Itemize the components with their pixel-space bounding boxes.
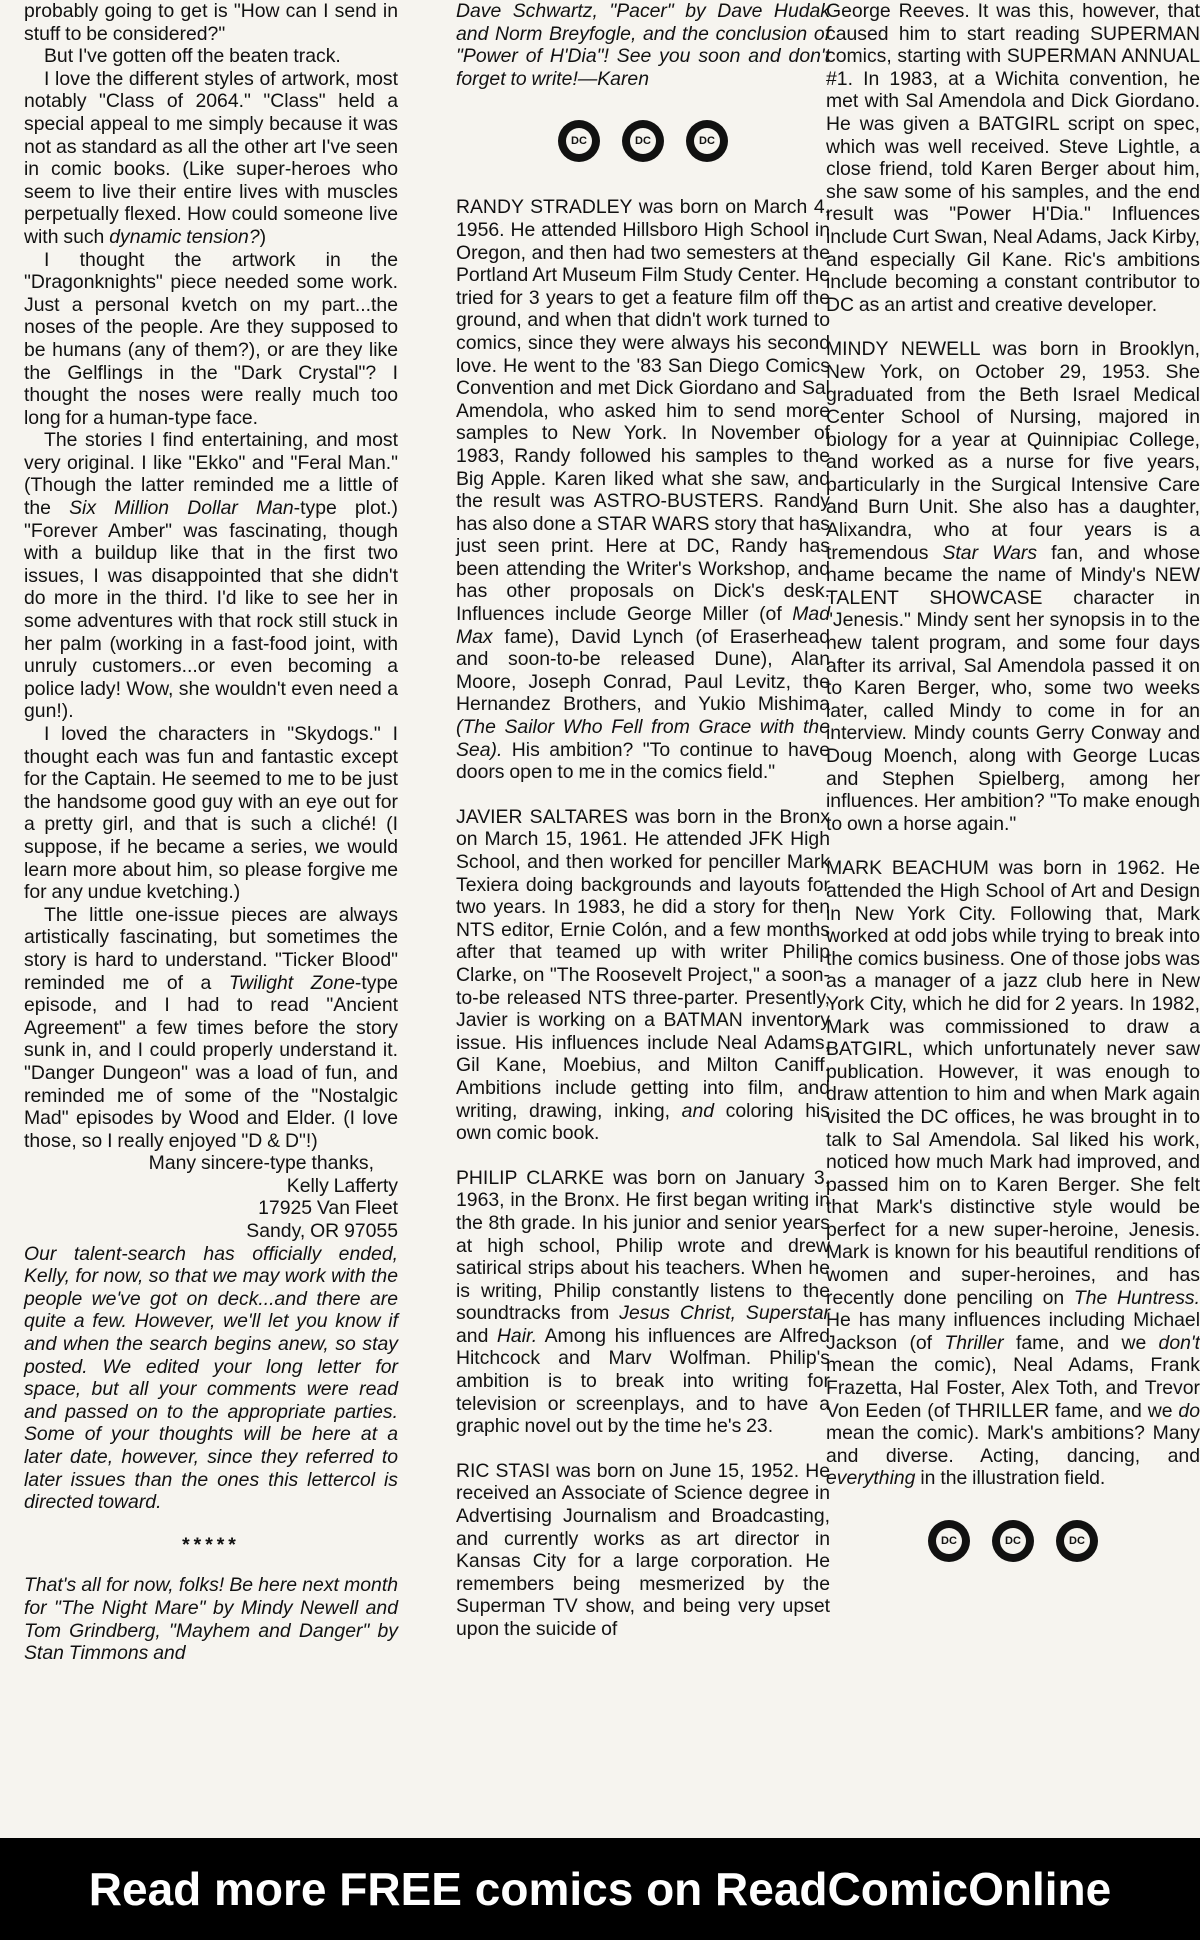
signature-name: Kelly Lafferty <box>286 1174 398 1197</box>
signature-address: 17925 Van Fleet <box>258 1197 398 1220</box>
bio-mark-beachum: MARK BEACHUM was born in 1962. He attended the High School of Art and Design in New York City. Following that, Mark worked at odd jobs while trying to break into the comics business. One of those jobs was as a manager of a jazz club here in New York City, which he did for 2 years. In 1982, Mark was commissioned to draw a BATGIRL, which unfortunately never saw publication. However, it was enough to draw attention to him and when Mark again visited the DC offices, he was brought in to talk to Sal Amendola. Sal liked his work, noticed how much Mark had improved, and passed him on to Karen Berger. She felt that Mark's distinctive style would be perfect for a new super-heroine, Jenesis. Mark is known for his beautiful renditions of women and super-heroines, and has recently done penciling on The Huntress. He has many influences including Michael Jackson (of Thriller fame, and we don't mean the comic), Neal Adams, Frank Frazetta, Hal Foster, Alex Toth, and Trevor Von Eeden (of THRILLER fame, and we do mean the comic). Mark's ambitions? Many and diverse. Acting, dancing, and everything in the illustration field. <box>826 857 1200 1490</box>
column-bios-1 <box>456 0 830 1641</box>
bio-javier-saltares: JAVIER SALTARES was born in the Bronx on March 15, 1961. He attended JFK High School, and then worked for penciller Mark Texiera doing backgrounds and layouts for two years. In 1983, he did a story for then NTS editor, Ernie Colón, and a few months after that teamed up with writer Philip Clarke, on "The Roosevelt Project," a soon-to-be released NTS three-parter. Presently, Javier is working on a BATMAN inventory issue. His influences include Neal Adams, Gil Kane, Moebius, and Milton Caniff. Ambitions include getting into film, and writing, drawing, inking, and coloring his own comic book. <box>456 805 830 1145</box>
promo-banner-link[interactable]: Read more FREE comics on ReadComicOnline <box>88 1863 1112 1915</box>
letter-paragraph: I thought the artwork in the "Dragonknights" piece needed some work. Just a personal kvetch on my part...the noses of the people. Are they supposed to be humans (any of them?), or are they like the Gelflings in the "Dark Crystal"? I thought the noses were really much too long for a human-type face. <box>24 248 398 429</box>
bio-ric-stasi-continued: George Reeves. It was this, however, that caused him to start reading SUPERMAN comics, starting with SUPERMAN ANNUAL #1. In 1983, at a Wichita convention, he met with Sal Amendola and Dick Giordano. He was given a BATGIRL script on spec, which was well received. Steve Lightle, a close friend, told Karen Berger about him, she saw some of his samples, and the end result was "Power H'Dia." Influences include Curt Swan, Neal Adams, Jack Kirby, and especially Gil Kane. Ric's ambitions include becoming a constant contributor to DC as an artist and creative developer. <box>826 0 1200 316</box>
dc-bullet-icon: DC <box>992 1520 1034 1562</box>
dc-bullet-icon: DC <box>622 120 664 162</box>
dc-bullet-icon: DC <box>1056 1520 1098 1562</box>
column-letter <box>24 0 398 1665</box>
bio-randy-stradley: RANDY STRADLEY was born on March 4, 1956. He attended Hillsboro High School in Oregon, and then had two semesters at the Portland Art Museum Film Study Center. He tried for 3 years to get a feature film off the ground, and when that didn't work turned to comics, since they were always his second love. He went to the '83 San Diego Comics Convention and met Dick Giordano and Sal Amendola, who asked him to send more samples to New York. In November of 1983, Randy followed his samples to the Big Apple. Karen liked what she saw, and the result was ASTRO-BUSTERS. Randy has also done a STAR WARS story that has just seen print. Here at DC, Randy has been attending the Writer's Workshop, and has other proposals on Dick's desk. Influences include George Miller (of Mad Max fame), David Lynch (of Eraserhead and soon-to-be released Dune), Alan Moore, Joseph Conrad, Paul Levitz, the Hernandez Brothers, and Yukio Mishima (The Sailor Who Fell from Grace with the Sea). His ambition? "To continue to have doors open to me in the comics field." <box>456 196 830 784</box>
letter-paragraph: I loved the characters in "Skydogs." I thought each was fun and fantastic except for the Captain. He seemed to me to be just the handsome good guy with an eye out for a pretty girl, and that is such a cliché! (I suppose, if he became a series, we would learn more about him, so please forgive me for any undue kvetching.) <box>24 723 398 904</box>
letter-paragraph: probably going to get is "How can I send in stuff to be considered?" <box>24 0 398 45</box>
editor-closing: That's all for now, folks! Be here next month for "The Night Mare" by Mindy Newell and Tom Grindberg, "Mayhem and Danger" by Stan Timmons and <box>24 1574 398 1665</box>
letter-paragraph: The stories I find entertaining, and most very original. I like "Ekko" and "Feral Man." (Though the latter reminded me a little of the Six Million Dollar Man-type plot.) "Forever Amber" was fascinating, though with a buildup like that in the first two issues, I was disappointed that she didn't do more in the third. I'd like to see her in some adventures with that rock still stuck in her palm (working in a fast-food joint, with unruly customers...or even becoming a police lady! Wow, she wouldn't even need a gun!). <box>24 429 399 723</box>
letter-paragraph: The little one-issue pieces are always artistically fascinating, but sometimes the story is hard to understand. "Ticker Blood" reminded me of a Twilight Zone-type episode, and I had to read "Ancient Agreement" a few times before the story sunk in, and I could properly understand it. "Danger Dungeon" was a load of fun, and reminded me of some of the "Nostalgic Mad" episodes by Wood and Elder. (I love those, so I really enjoyed "D & D"!) <box>24 903 399 1152</box>
editor-reply: Our talent-search has officially ended, Kelly, for now, so that we may work with the people we've got on deck...and there are quite a few. However, we'll let you know if and when the search begins anew, so stay posted. We edited your long letter for space, but all your comments were read and passed on to the appropriate parties. Some of your thoughts will be here at a later date, however, since they referred to later issues than the ones this lettercol is directed toward. <box>24 1242 398 1514</box>
dc-bullet-icon: DC <box>558 120 600 162</box>
column-bios-2 <box>826 0 1200 1596</box>
letter-paragraph: But I've gotten off the beaten track. <box>44 45 341 68</box>
signature-city: Sandy, OR 97055 <box>246 1220 398 1243</box>
promo-banner[interactable] <box>0 1838 1200 1940</box>
bio-ric-stasi: RIC STASI was born on June 15, 1952. He received an Associate of Science degree in Advertising Journalism and Broadcasting, and currently works as art director in Kansas City for a large corporation. He remembers being mesmerized by the Superman TV show, and being very upset upon the suicide of <box>456 1459 830 1640</box>
editor-closing-continued: Dave Schwartz, "Pacer" by Dave Hudak and Norm Breyfogle, and the conclusion of "Power of H'Dia"! See you soon and don't forget to write!—Karen <box>456 0 830 90</box>
bio-mindy-newell: MINDY NEWELL was born in Brooklyn, New York, on October 29, 1953. She graduated from the Beth Israel Medical Center School of Nursing, majored in biology for a year at Quinnipiac College, and worked as a nurse for five years, particularly in the Surgical Intensive Care and Burn Unit. She also has a daughter, Alixandra, who at four years is a tremendous Star Wars fan, and whose name became the name of Mindy's NEW TALENT SHOWCASE character in "Jenesis." Mindy sent her synopsis in to the new talent program, and some four days after its arrival, Sal Amendola passed it on to Karen Berger, who, some two weeks later, called Mindy to come in for an interview. Mindy counts Gerry Conway and Doug Moench, along with George Lucas and Stephen Spielberg, among her influences. Her ambition? "To make enough to own a horse again." <box>826 338 1200 835</box>
dc-bullet-icon: DC <box>928 1520 970 1562</box>
dc-bullet-icon: DC <box>686 120 728 162</box>
dc-bullet-divider <box>456 120 830 162</box>
bio-philip-clarke: PHILIP CLARKE was born on January 3, 1963, in the Bronx. He first began writing in the 8th grade. In his junior and senior years at high school, Philip wrote and drew satirical strips about his teachers. When he is writing, Philip constantly listens to the soundtracks from Jesus Christ, Superstar and Hair. Among his influences are Alfred Hitchcock and Marv Wolfman. Philip's ambition is to break into writing for television or screenplays, and to have a graphic novel out by the time he's 23. <box>456 1166 830 1438</box>
signature-closing: Many sincere-type thanks, <box>148 1152 374 1175</box>
section-divider: ***** <box>182 1533 240 1556</box>
letter-paragraph: I love the different styles of artwork, most notably "Class of 2064." "Class" held a special appeal to me simply because it was not as standard as all the other art I've seen in comic books. (Like super-heroes who seem to live their entire lives with muscles perpetually flexed. How could someone live with such dynamic tension?) <box>24 67 398 248</box>
letter-signature <box>24 1152 398 1242</box>
dc-bullet-divider <box>826 1520 1200 1562</box>
